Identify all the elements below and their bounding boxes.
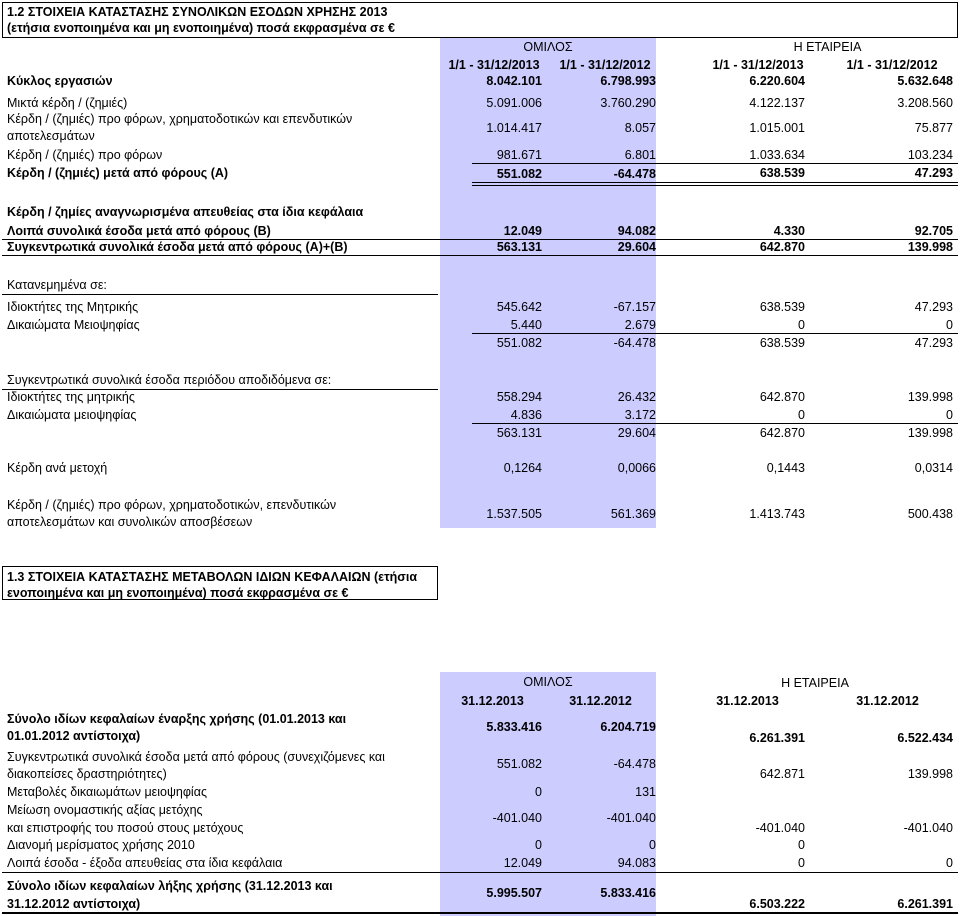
s1-cell: 8.042.101: [486, 74, 542, 88]
section2-title: 1.3 ΣΤΟΙΧΕΙΑ ΚΑΤΑΣΤΑΣΗΣ ΜΕΤΑΒΟΛΩΝ ΙΔΙΩΝ ΚΕΦΑΛΑΙΩΝ (ετήσια: [7, 570, 417, 584]
s1-cell: -64.478: [613, 336, 656, 350]
s1-cell: 642.870: [759, 426, 805, 440]
s2-row-label: Λοιπά έσοδα - έξοδα απευθείας στα ίδια κεφάλαια: [7, 856, 283, 870]
divider: [2, 912, 958, 914]
s2-cell: 0: [798, 838, 805, 852]
s1-cell: 103.234: [907, 148, 953, 162]
s1-cell: 5.440: [510, 318, 542, 332]
s2-col-header-1: 31.12.2013: [461, 694, 524, 708]
s2-cell: 0: [535, 785, 542, 799]
s1-cell: 47.293: [914, 166, 953, 180]
s2-cell: 0: [946, 856, 953, 870]
s1-row-label: Κύκλος εργασιών: [7, 74, 113, 88]
s1-row-label-2: αποτελεσμάτων: [7, 129, 95, 143]
divider: [472, 423, 958, 424]
s1-cell: 563.131: [496, 426, 542, 440]
s2-cell: -401.040: [492, 811, 542, 825]
s1-cell: 563.131: [496, 240, 542, 254]
s1-cell: 139.998: [907, 390, 953, 404]
s1-cell: 500.438: [907, 507, 953, 521]
s1-row-label: Συγκεντρωτικά συνολικά έσοδα περιόδου αποδιδόμενα σε:: [7, 373, 332, 387]
s1-cell: 8.057: [624, 121, 656, 135]
s1-cell: 0: [798, 318, 805, 332]
s1-cell: 638.539: [759, 336, 805, 350]
s1-row-label: Ιδιοκτήτες της Μητρικής: [7, 300, 139, 314]
s1-cell: 75.877: [914, 121, 953, 135]
s2-row-label: Συγκεντρωτικά συνολικά έσοδα μετά από φόρους (συνεχιζόμενες και: [7, 750, 385, 764]
section1-group-label: ΟΜΙΛΟΣ: [523, 40, 573, 54]
s2-row-label: Μείωση ονομαστικής αξίας μετόχης: [7, 803, 203, 817]
s2-cell: 5.833.416: [486, 720, 542, 734]
s1-cell: 5.091.006: [486, 96, 542, 110]
s1-cell: 12.049: [503, 224, 542, 238]
s2-row-label: Διανομή μερίσματος χρήσης 2010: [7, 838, 195, 852]
s1-row-label: Κέρδη ανά μετοχή: [7, 461, 108, 475]
s2-cell: 94.083: [617, 856, 656, 870]
s1-cell: 6.220.604: [749, 74, 805, 88]
s2-cell: 6.204.719: [600, 720, 656, 734]
divider: [472, 182, 958, 183]
divider: [2, 255, 958, 256]
s2-cell: 5.833.416: [600, 886, 656, 900]
s2-cell: 12.049: [503, 856, 542, 870]
s2-cell: 0: [649, 838, 656, 852]
s1-cell: 0,0314: [914, 461, 953, 475]
s1-row-label-2: αποτελεσμάτων και συνολικών αποσβέσεων: [7, 515, 253, 529]
section2-group-label: ΟΜΙΛΟΣ: [523, 675, 573, 689]
s1-cell: 1.015.001: [749, 121, 805, 135]
s1-cell: 551.082: [496, 336, 542, 350]
s1-cell: 3.208.560: [897, 96, 953, 110]
s2-row-label-2: και επιστροφής του ποσού στους μετόχους: [7, 821, 244, 835]
s2-cell: 6.261.391: [897, 897, 953, 911]
s1-row-label: Κέρδη / (ζημιές) προ φόρων: [7, 148, 163, 162]
s1-cell: 545.642: [496, 300, 542, 314]
divider: [2, 872, 958, 873]
s2-col-header-4: 31.12.2012: [856, 694, 919, 708]
s1-cell: 638.539: [759, 300, 805, 314]
divider: [472, 333, 958, 334]
divider: [472, 163, 958, 164]
s2-cell: 6.503.222: [749, 897, 805, 911]
s2-cell: -401.040: [755, 821, 805, 835]
s1-cell: 26.432: [617, 390, 656, 404]
s1-cell: -64.478: [613, 167, 656, 181]
section1-company-label: Η ΕΤΑΙΡΕΙΑ: [793, 40, 862, 54]
s1-cell: 0,1264: [503, 461, 542, 475]
s1-row-label: Κέρδη / (ζημιές) μετά από φόρους (Α): [7, 166, 229, 180]
s1-cell: 6.801: [624, 148, 656, 162]
s2-cell: 0: [535, 838, 542, 852]
s1-cell: 2.679: [624, 318, 656, 332]
s1-cell: 29.604: [617, 240, 656, 254]
s1-col-header-2: 1/1 - 31/12/2012: [559, 58, 651, 72]
s1-cell: 0: [798, 408, 805, 422]
s2-row-label-2: 31.12.2012 αντίστοιχα): [7, 897, 141, 911]
s1-row-label: Λοιπά συνολικά έσοδα μετά από φόρους (Β): [7, 224, 271, 238]
section2-subtitle: ενοποιημένα και μη ενοποιημένα) ποσά εκφρασμένα σε €: [7, 586, 349, 600]
s1-row-label: Δικαιώματα μειοψηφίας: [7, 408, 137, 422]
s1-cell: 981.671: [496, 148, 542, 162]
section1-subtitle: (ετήσια ενοποιημένα και μη ενοποιημένα) ποσά εκφρασμένα σε €: [7, 21, 395, 35]
s1-col-header-4: 1/1 - 31/12/2012: [846, 58, 938, 72]
s2-cell: 6.522.434: [897, 731, 953, 745]
s1-cell: 551.082: [496, 167, 542, 181]
s1-row-label: Δικαιώματα Μειοψηφίας: [7, 318, 140, 332]
s1-cell: 1.537.505: [486, 507, 542, 521]
s1-cell: 4.122.137: [749, 96, 805, 110]
s2-row-label-2: διακοπείσες δραστηριότητες): [7, 767, 167, 781]
s1-cell: 139.998: [907, 240, 953, 254]
s1-cell: 0: [946, 318, 953, 332]
s1-cell: 4.836: [510, 408, 542, 422]
s2-row-label: Σύνολο ιδίων κεφαλαίων λήξης χρήσης (31.12.2013 και: [7, 879, 333, 893]
s2-cell: 551.082: [496, 757, 542, 771]
s1-cell: 5.632.648: [897, 74, 953, 88]
s1-cell: -67.157: [613, 300, 656, 314]
s2-cell: -64.478: [613, 757, 656, 771]
s2-row-label-2: 01.01.2012 αντίστοιχα): [7, 729, 141, 743]
section1-group-shade: [440, 38, 656, 528]
s2-row-label: Μεταβολές δικαιωμάτων μειοψηφίας: [7, 785, 207, 799]
s1-cell: 1.014.417: [486, 121, 542, 135]
s1-row-label: Κέρδη / (ζημιές) προ φόρων, χρηματοδοτικών, επενδυτικών: [7, 498, 337, 512]
s2-cell: 139.998: [907, 767, 953, 781]
s1-cell: 1.413.743: [749, 507, 805, 521]
s1-row-label: Μικτά κέρδη / (ζημιές): [7, 96, 128, 110]
s1-row-label: Κέρδη / ζημίες αναγνωρισμένα απευθείας στα ίδια κεφάλαια: [7, 205, 364, 219]
section1-title: 1.2 ΣΤΟΙΧΕΙΑ ΚΑΤΑΣΤΑΣΗΣ ΣΥΝΟΛΙΚΩΝ ΕΣΟΔΩΝ ΧΡΗΣΗΣ 2013: [7, 5, 388, 19]
s1-row-label: Ιδιοκτήτες της μητρικής: [7, 390, 135, 404]
s2-cell: -401.040: [903, 821, 953, 835]
s1-cell: 3.760.290: [600, 96, 656, 110]
s1-cell: 92.705: [914, 224, 953, 238]
s2-cell: -401.040: [606, 811, 656, 825]
s1-cell: 642.870: [759, 240, 805, 254]
s2-cell: 0: [798, 856, 805, 870]
s1-cell: 29.604: [617, 426, 656, 440]
s1-cell: 0,0066: [617, 461, 656, 475]
s1-cell: 4.330: [773, 224, 805, 238]
divider: [2, 294, 438, 295]
s1-cell: 47.293: [914, 300, 953, 314]
s1-cell: 139.998: [907, 426, 953, 440]
s1-cell: 94.082: [617, 224, 656, 238]
s2-col-header-3: 31.12.2013: [716, 694, 779, 708]
s1-row-label: Συγκεντρωτικά συνολικά έσοδα μετά από φόρους (Α)+(Β): [7, 240, 348, 254]
s2-cell: 642.871: [759, 767, 805, 781]
s1-cell: 642.870: [759, 390, 805, 404]
s1-col-header-1: 1/1 - 31/12/2013: [448, 58, 540, 72]
section2-company-label: Η ΕΤΑΙΡΕΙΑ: [781, 676, 849, 690]
s1-cell: 561.369: [610, 507, 656, 521]
divider: [472, 185, 958, 186]
s2-col-header-2: 31.12.2012: [569, 694, 632, 708]
s1-cell: 1.033.634: [749, 148, 805, 162]
s2-cell: 131: [635, 785, 656, 799]
s1-row-label: Κέρδη / (ζημιές) προ φόρων, χρηματοδοτικών και επενδυτικών: [7, 112, 353, 126]
s1-cell: 0: [946, 408, 953, 422]
s2-row-label: Σύνολο ιδίων κεφαλαίων έναρξης χρήσης (01.01.2013 και: [7, 712, 347, 726]
s1-row-label: Κατανεμημένα σε:: [7, 278, 107, 292]
s1-cell: 638.539: [759, 166, 805, 180]
s1-cell: 3.172: [624, 408, 656, 422]
s2-cell: 5.995.507: [486, 886, 542, 900]
s1-cell: 6.798.993: [600, 74, 656, 88]
s1-cell: 0,1443: [766, 461, 805, 475]
s1-cell: 558.294: [496, 390, 542, 404]
s2-cell: 6.261.391: [749, 731, 805, 745]
s1-col-header-3: 1/1 - 31/12/2013: [712, 58, 804, 72]
s1-cell: 47.293: [914, 336, 953, 350]
